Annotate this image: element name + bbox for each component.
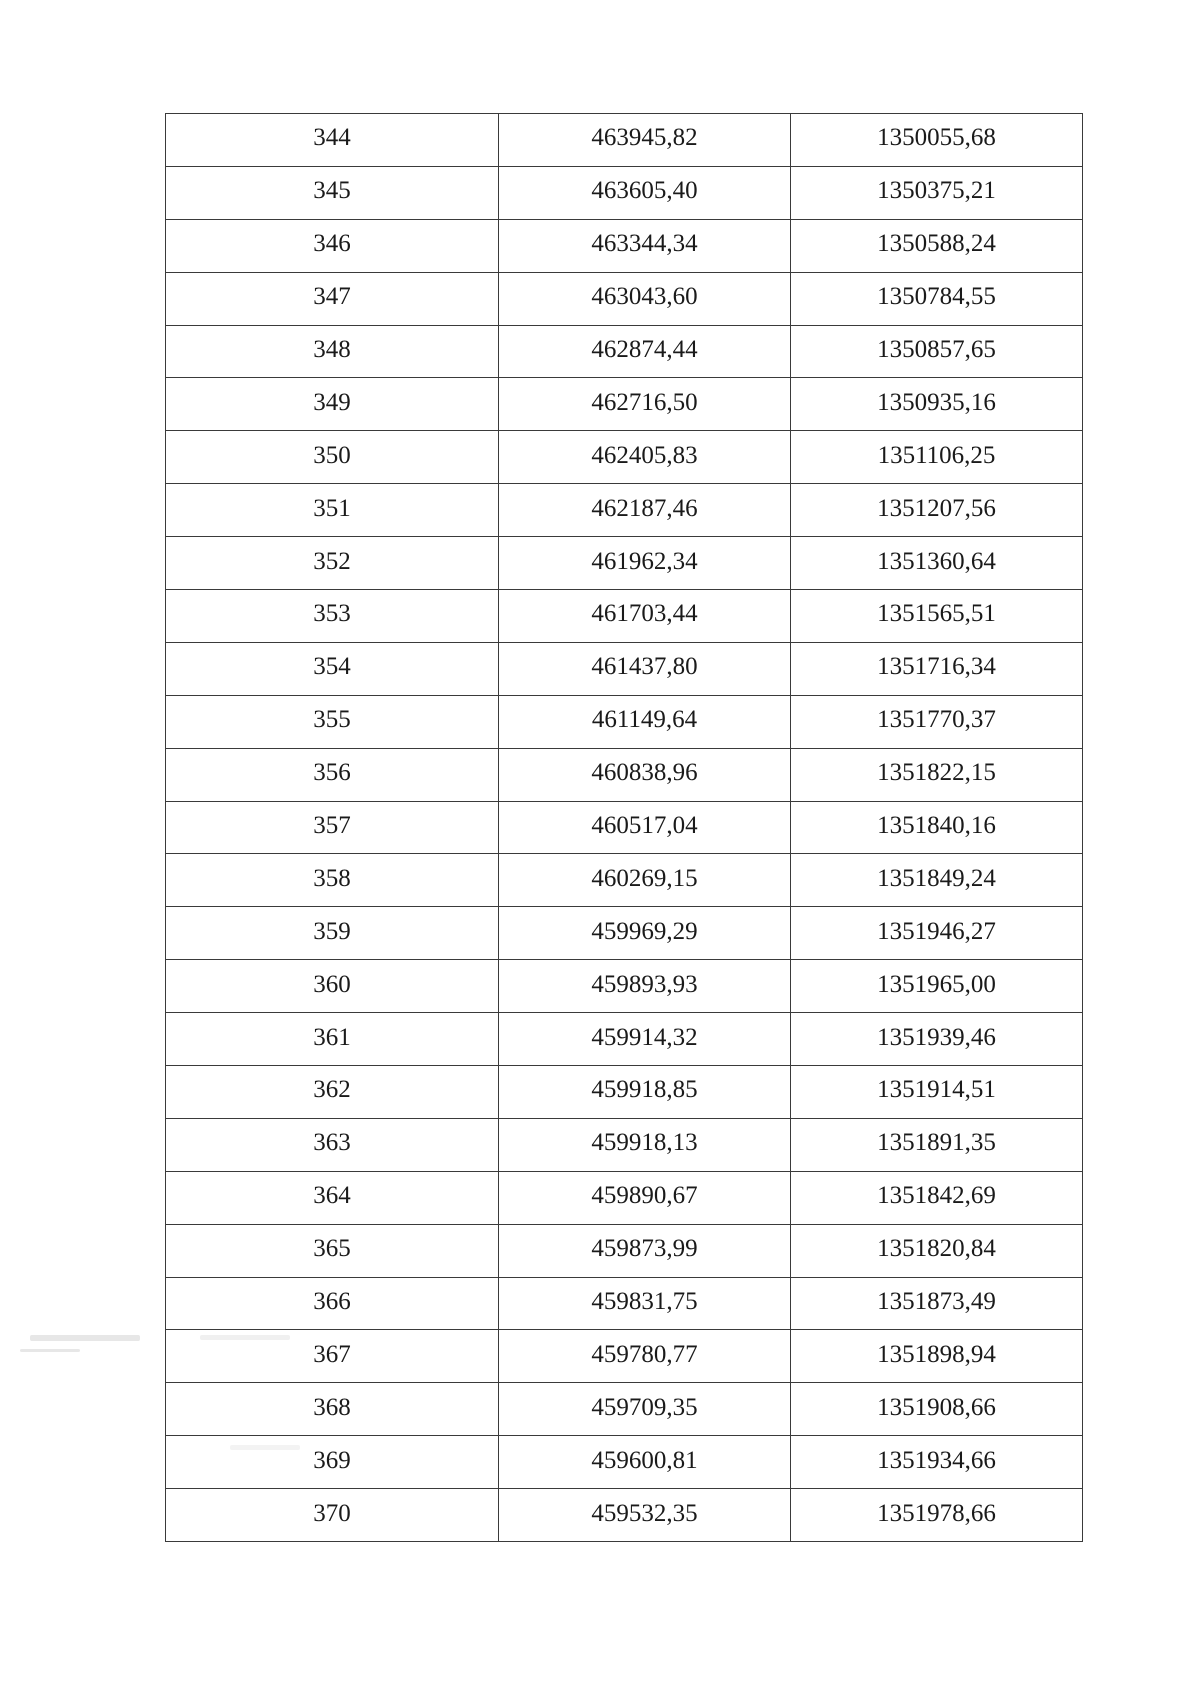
cell-text-x: 459918,85	[591, 1076, 698, 1104]
table-cell-point	[166, 960, 499, 1013]
cell-text-point: 369	[313, 1446, 351, 1474]
cell-text-point: 363	[313, 1129, 351, 1157]
table-row	[166, 114, 1083, 167]
table-cell-point	[166, 907, 499, 960]
table-cell-x	[499, 378, 791, 431]
cell-text-x: 459969,29	[591, 917, 698, 945]
cell-text-point: 352	[313, 547, 351, 575]
table-cell-point	[166, 590, 499, 643]
table-cell-y	[791, 1171, 1083, 1224]
table-cell-x	[499, 1489, 791, 1542]
cell-text-y: 1351716,34	[877, 653, 996, 681]
cell-text-x: 460269,15	[591, 864, 698, 892]
table-row	[166, 854, 1083, 907]
table-cell-y	[791, 484, 1083, 537]
table-row	[166, 166, 1083, 219]
cell-text-y: 1350375,21	[877, 177, 996, 205]
scan-artifact	[30, 1335, 140, 1341]
cell-text-x: 459831,75	[591, 1288, 698, 1316]
cell-text-y: 1351939,46	[877, 1023, 996, 1051]
table-cell-y	[791, 1330, 1083, 1383]
table-cell-y	[791, 1224, 1083, 1277]
cell-text-point: 367	[313, 1340, 351, 1368]
cell-text-y: 1351978,66	[877, 1499, 996, 1527]
cell-text-point: 364	[313, 1182, 351, 1210]
cell-text-point: 349	[313, 388, 351, 416]
cell-text-y: 1351873,49	[877, 1288, 996, 1316]
table-cell-x	[499, 166, 791, 219]
cell-text-y: 1351934,66	[877, 1446, 996, 1474]
table-cell-x	[499, 325, 791, 378]
table-cell-point	[166, 1118, 499, 1171]
table-row	[166, 272, 1083, 325]
table-cell-point	[166, 537, 499, 590]
table-cell-point	[166, 1436, 499, 1489]
cell-text-point: 357	[313, 812, 351, 840]
cell-text-y: 1350935,16	[877, 388, 996, 416]
cell-text-point: 348	[313, 336, 351, 363]
table-cell-y	[791, 1118, 1083, 1171]
cell-text-y: 1351820,84	[877, 1235, 996, 1263]
table-cell-x	[499, 801, 791, 854]
table-cell-x	[499, 272, 791, 325]
cell-text-point: 368	[313, 1393, 351, 1421]
cell-text-point: 359	[313, 917, 351, 945]
table-cell-x	[499, 907, 791, 960]
cell-text-y: 1350588,24	[877, 230, 996, 258]
table-row	[166, 960, 1083, 1013]
cell-text-point: 366	[313, 1288, 351, 1316]
table-cell-x	[499, 484, 791, 537]
table-cell-y	[791, 1436, 1083, 1489]
cell-text-point: 360	[313, 970, 351, 998]
scan-artifact	[230, 1445, 300, 1450]
table-row	[166, 1436, 1083, 1489]
cell-text-y: 1351360,64	[877, 547, 996, 575]
table-cell-point	[166, 801, 499, 854]
cell-text-x: 459890,67	[591, 1182, 698, 1210]
table-cell-y	[791, 378, 1083, 431]
cell-text-x: 461962,34	[591, 547, 698, 575]
scan-artifact	[200, 1335, 290, 1340]
cell-text-y: 1351849,24	[877, 864, 996, 892]
cell-text-x: 462187,46	[591, 494, 698, 522]
table-cell-point	[166, 378, 499, 431]
table-row	[166, 325, 1083, 378]
cell-text-x: 463945,82	[591, 124, 698, 152]
table-cell-x	[499, 642, 791, 695]
table-cell-point	[166, 272, 499, 325]
table-cell-point	[166, 431, 499, 484]
cell-text-y: 1351908,66	[877, 1393, 996, 1421]
cell-text-point: 354	[313, 653, 351, 681]
cell-text-point: 347	[313, 283, 351, 311]
table-row	[166, 1383, 1083, 1436]
cell-text-point: 344	[313, 124, 351, 152]
cell-text-x: 460517,04	[591, 812, 698, 840]
table-row	[166, 1277, 1083, 1330]
coordinates-table-body	[166, 114, 1083, 1542]
cell-text-y: 1350055,68	[877, 124, 996, 152]
cell-text-x: 461437,80	[591, 653, 698, 681]
table-cell-x	[499, 1436, 791, 1489]
table-cell-point	[166, 325, 499, 378]
cell-text-y: 1351822,15	[877, 759, 996, 787]
table-cell-y	[791, 537, 1083, 590]
cell-text-x: 462874,44	[591, 336, 698, 363]
cell-text-x: 459893,93	[591, 970, 698, 998]
table-row	[166, 907, 1083, 960]
cell-text-point: 350	[313, 441, 351, 469]
table-cell-x	[499, 1383, 791, 1436]
table-cell-y	[791, 431, 1083, 484]
cell-text-x: 459873,99	[591, 1235, 698, 1263]
table-cell-y	[791, 1277, 1083, 1330]
cell-text-x: 459532,35	[591, 1499, 698, 1527]
cell-text-y: 1351946,27	[877, 917, 996, 945]
table-cell-y	[791, 695, 1083, 748]
cell-text-point: 346	[313, 230, 351, 258]
table-row	[166, 748, 1083, 801]
table-cell-x	[499, 537, 791, 590]
cell-text-y: 1351891,35	[877, 1129, 996, 1157]
table-cell-y	[791, 114, 1083, 167]
table-cell-point	[166, 114, 499, 167]
table-row	[166, 378, 1083, 431]
table-row	[166, 801, 1083, 854]
table-cell-y	[791, 166, 1083, 219]
cell-text-y: 1351914,51	[877, 1076, 996, 1104]
table-cell-y	[791, 590, 1083, 643]
table-cell-y	[791, 1013, 1083, 1066]
table-cell-x	[499, 219, 791, 272]
table-cell-point	[166, 748, 499, 801]
cell-text-point: 355	[313, 706, 351, 734]
table-cell-y	[791, 219, 1083, 272]
table-cell-point	[166, 1224, 499, 1277]
cell-text-point: 353	[313, 600, 351, 628]
table-cell-point	[166, 642, 499, 695]
table-cell-y	[791, 854, 1083, 907]
cell-text-point: 361	[313, 1023, 351, 1051]
table-cell-x	[499, 590, 791, 643]
table-cell-y	[791, 272, 1083, 325]
cell-text-x: 463043,60	[591, 283, 698, 311]
table-cell-point	[166, 1066, 499, 1119]
table-row	[166, 1489, 1083, 1542]
cell-text-y: 1350784,55	[877, 283, 996, 311]
table-cell-y	[791, 748, 1083, 801]
table-cell-x	[499, 1013, 791, 1066]
table-cell-y	[791, 801, 1083, 854]
table-cell-point	[166, 166, 499, 219]
cell-text-x: 459918,13	[591, 1129, 698, 1157]
table-cell-y	[791, 1383, 1083, 1436]
table-row	[166, 219, 1083, 272]
cell-text-y: 1350857,65	[877, 336, 996, 363]
cell-text-y: 1351770,37	[877, 706, 996, 734]
table-row	[166, 484, 1083, 537]
table-cell-point	[166, 1383, 499, 1436]
table-cell-y	[791, 1489, 1083, 1542]
table-cell-point	[166, 695, 499, 748]
cell-text-point: 358	[313, 864, 351, 892]
table-cell-point	[166, 1489, 499, 1542]
table-cell-x	[499, 748, 791, 801]
table-row	[166, 1224, 1083, 1277]
cell-text-x: 460838,96	[591, 759, 698, 787]
cell-text-y: 1351842,69	[877, 1182, 996, 1210]
cell-text-y: 1351898,94	[877, 1340, 996, 1368]
table-row	[166, 1171, 1083, 1224]
table-cell-x	[499, 960, 791, 1013]
table-row	[166, 1013, 1083, 1066]
table-cell-x	[499, 431, 791, 484]
cell-text-point: 370	[313, 1499, 351, 1527]
coordinates-table	[165, 113, 1083, 1542]
cell-text-x: 459780,77	[591, 1340, 698, 1368]
table-cell-point	[166, 1171, 499, 1224]
scan-artifact	[20, 1349, 80, 1352]
cell-text-point: 356	[313, 759, 351, 787]
cell-text-y: 1351106,25	[877, 441, 996, 469]
table-cell-point	[166, 1013, 499, 1066]
cell-text-y: 1351565,51	[877, 600, 996, 628]
table-row	[166, 431, 1083, 484]
cell-text-x: 462716,50	[591, 388, 698, 416]
table-cell-y	[791, 325, 1083, 378]
cell-text-x: 459709,35	[591, 1393, 698, 1421]
cell-text-x: 463344,34	[591, 230, 698, 258]
cell-text-y: 1351840,16	[877, 812, 996, 840]
table-cell-y	[791, 960, 1083, 1013]
table-cell-x	[499, 1224, 791, 1277]
table-cell-point	[166, 219, 499, 272]
table-cell-y	[791, 907, 1083, 960]
cell-text-x: 463605,40	[591, 177, 698, 205]
cell-text-x: 459600,81	[591, 1446, 698, 1474]
table-cell-x	[499, 1118, 791, 1171]
cell-text-y: 1351965,00	[877, 970, 996, 998]
table-row	[166, 1118, 1083, 1171]
table-row	[166, 695, 1083, 748]
table-cell-x	[499, 854, 791, 907]
table-row	[166, 642, 1083, 695]
cell-text-x: 459914,32	[591, 1023, 698, 1051]
cell-text-x: 461703,44	[591, 600, 698, 628]
cell-text-x: 462405,83	[591, 441, 698, 469]
table-cell-point	[166, 484, 499, 537]
table-row	[166, 1330, 1083, 1383]
table-cell-x	[499, 1330, 791, 1383]
table-cell-x	[499, 1171, 791, 1224]
table-cell-x	[499, 1066, 791, 1119]
table-cell-y	[791, 1066, 1083, 1119]
table-cell-x	[499, 695, 791, 748]
cell-text-point: 362	[313, 1076, 351, 1104]
table-row	[166, 590, 1083, 643]
table-row	[166, 1066, 1083, 1119]
table-cell-x	[499, 114, 791, 167]
cell-text-point: 345	[313, 177, 351, 205]
table-cell-point	[166, 1277, 499, 1330]
table-cell-point	[166, 854, 499, 907]
cell-text-y: 1351207,56	[877, 494, 996, 522]
table-row	[166, 537, 1083, 590]
cell-text-point: 351	[313, 494, 351, 522]
table-cell-x	[499, 1277, 791, 1330]
table-cell-y	[791, 642, 1083, 695]
cell-text-x: 461149,64	[591, 706, 698, 734]
cell-text-point: 365	[313, 1235, 351, 1263]
